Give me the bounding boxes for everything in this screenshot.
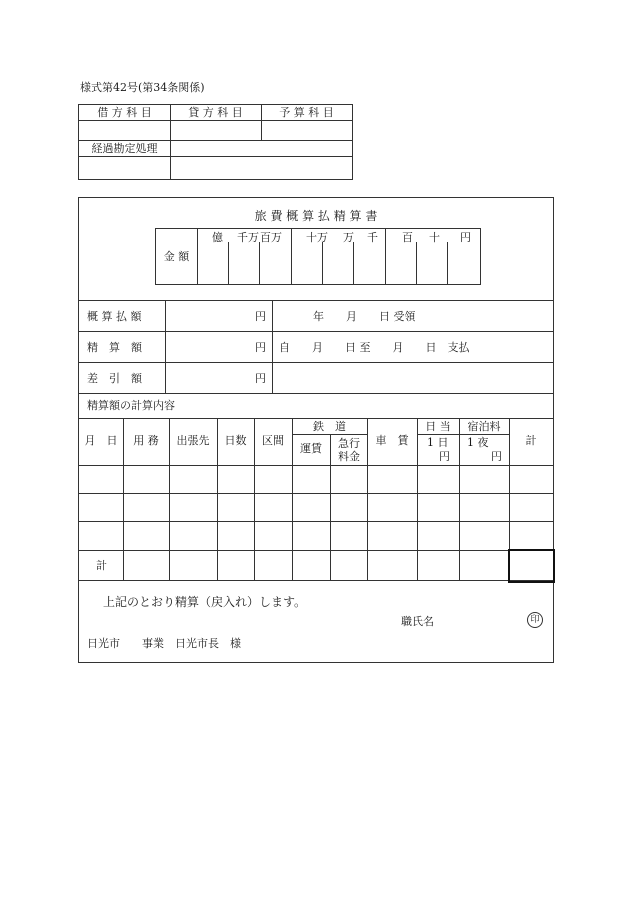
credit-label: 貸 方 科 目 (188, 106, 243, 119)
budget-label: 予 算 科 目 (279, 106, 334, 119)
debit-label: 借 方 科 目 (97, 106, 152, 119)
col-destination: 出張先 (176, 434, 210, 447)
form-title: 旅 費 概 算 払 精 算 書 (254, 209, 378, 223)
col-lodging-yen: 円 (491, 450, 502, 463)
advance-yen: 円 (255, 310, 266, 323)
unit-oku: 億 (212, 231, 223, 244)
name-label: 職氏名 (401, 615, 434, 628)
col-fare: 運賃 (300, 442, 322, 455)
unit-hyakuman: 百万 (260, 231, 282, 244)
col-lodging: 宿泊料 (467, 420, 501, 433)
col-daily-sub: 1 日 (427, 436, 449, 449)
col-lodging-sub: 1 夜 (467, 436, 489, 449)
unit-sen: 千 (367, 231, 378, 244)
amount-grid (155, 228, 481, 285)
unit-senman: 千万 (237, 231, 259, 244)
total-row-label: 計 (96, 559, 107, 572)
col-total: 計 (525, 434, 537, 447)
unit-hyaku: 百 (402, 231, 413, 244)
settle-yen: 円 (255, 341, 266, 354)
col-date: 月 日 (84, 434, 118, 447)
calc-title: 精算額の計算内容 (87, 399, 175, 412)
col-car: 車 賃 (375, 434, 409, 447)
account-table (78, 104, 353, 180)
unit-man: 万 (343, 231, 354, 244)
col-business: 用 務 (133, 434, 159, 447)
diff-yen: 円 (255, 372, 266, 385)
transit-label: 経過勘定処理 (91, 142, 158, 155)
received-text: 年 月 日 受領 (313, 310, 416, 323)
seal-mark: 印 (527, 612, 543, 628)
unit-ju: 十 (429, 231, 440, 244)
form-label: 様式第42号(第34条関係) (80, 81, 205, 94)
settle-label: 精 算 額 (87, 341, 142, 354)
advance-label: 概 算 払 額 (87, 310, 142, 323)
amount-label: 金 額 (163, 250, 190, 263)
col-express: 急行料金 (338, 437, 360, 463)
addressee: 日光市 事業 日光市長 様 (87, 637, 241, 650)
grand-total-cell[interactable] (508, 549, 555, 583)
statement: 上記のとおり精算（戻入れ）します。 (103, 595, 307, 609)
unit-juman: 十万 (306, 231, 328, 244)
col-daily-yen: 円 (439, 450, 450, 463)
col-daily: 日 当 (425, 420, 451, 433)
main-form (78, 197, 554, 663)
col-section: 区間 (262, 434, 284, 447)
diff-label: 差 引 額 (87, 372, 142, 385)
col-rail: 鉄 道 (313, 420, 346, 433)
unit-yen: 円 (460, 231, 471, 244)
paid-text: 自 月 日 至 月 日 支払 (279, 341, 470, 354)
col-days: 日数 (224, 434, 247, 447)
